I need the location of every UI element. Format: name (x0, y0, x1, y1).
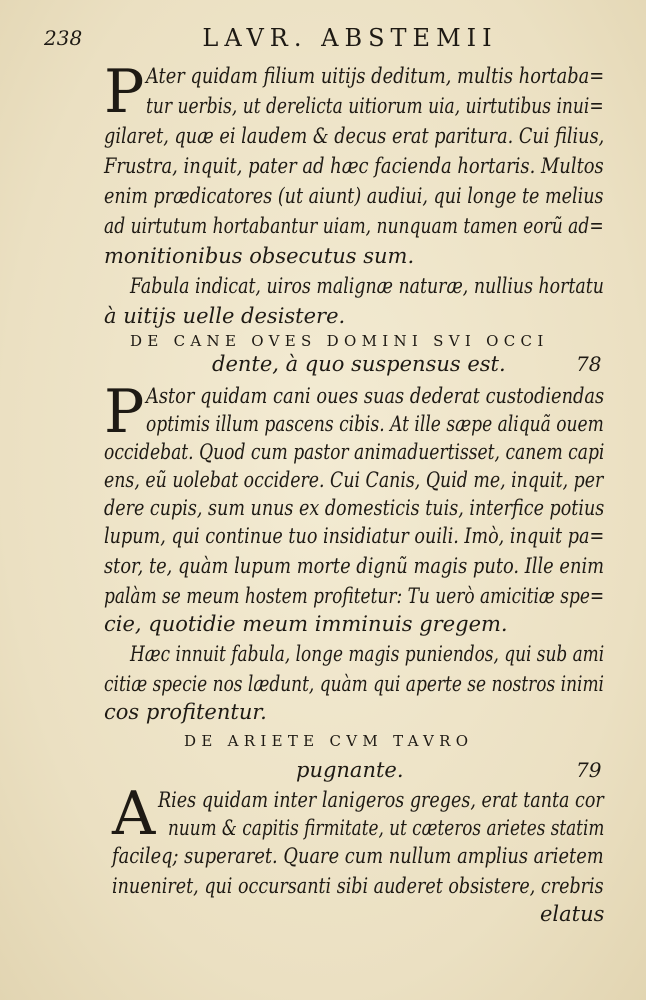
drop-capital: P (104, 57, 145, 127)
moral-line: à uitijs uelle desistere. (104, 304, 346, 328)
fable-title: DE ARIETE CVM TAVRO (184, 732, 474, 750)
running-head: LAVR. ABSTEMII (202, 24, 498, 52)
text-line: tur uerbis, ut derelicta uitiorum uia, uirtutibus inui= (146, 94, 604, 118)
moral-line: cos profitentur. (104, 700, 267, 724)
fable-number: 79 (576, 758, 602, 782)
text-line: Ries quidam inter lanigeros greges, erat tanta cor (158, 788, 604, 812)
text-line: optimis illum pascens cibis. At ille sæpe aliquã ouem (146, 412, 604, 436)
drop-capital: P (104, 377, 145, 447)
text-line: nuum & capitis firmitate, ut cæteros arietes statim (168, 816, 605, 840)
text-line: stor, te, quàm lupum morte dignũ magis puto. Ille enim (104, 554, 605, 578)
text-line: palàm se meum hostem profitetur: Tu uerò amicitiæ spe= (104, 584, 605, 608)
fable-number: 78 (576, 352, 602, 376)
fable-title-continuation: dente, à quo suspensus est. (212, 352, 506, 376)
text-line: Frustra, inquit, pater ad hæc facienda hortaris. Multos (104, 154, 604, 178)
fable-title-continuation: pugnante. (296, 758, 404, 782)
catchword: elatus (540, 902, 605, 926)
text-line: lupum, qui continue tuo insidiatur ouili. Imò, inquit pa= (104, 524, 605, 548)
text-line: enim prædicatores (ut aiunt) audiui, qui longe te melius (104, 184, 604, 208)
text-line: ad uirtutum hortabantur uiam, nunquam tamen eorũ ad= (104, 214, 604, 238)
text-line: gilaret, quæ ei laudem & decus erat paritura. Cui filius, (104, 124, 605, 148)
moral-line: citiæ specie nos lædunt, quàm qui aperte se nostros inimi (104, 672, 604, 696)
text-line: Astor quidam cani oues suas dederat custodiendas (146, 384, 605, 408)
fable-title: DE CANE OVES DOMINI SVI OCCI (130, 332, 549, 350)
moral-line: Hæc innuit fabula, longe magis puniendos, qui sub ami (130, 642, 605, 666)
text-line: dere cupis, sum unus ex domesticis tuis, interfice potius (104, 496, 605, 520)
drop-capital: A (112, 779, 156, 849)
page-header (0, 24, 646, 58)
text-line: monitionibus obsecutus sum. (104, 244, 415, 268)
moral-line: Fabula indicat, uiros malignæ naturæ, nullius hortatu (130, 274, 604, 298)
page-number: 238 (44, 26, 83, 50)
text-line: Ater quidam filium uitijs deditum, multis hortaba= (146, 64, 605, 88)
text-line: ens, eũ uolebat occidere. Cui Canis, Quid me, inquit, per (104, 468, 604, 492)
text-line: facileq; superaret. Quare cum nullum amplius arietem (112, 844, 604, 868)
text-line: inueniret, qui occursanti sibi auderet obsistere, crebris (112, 874, 604, 898)
text-line: cie, quotidie meum imminuis gregem. (104, 612, 508, 636)
text-line: occidebat. Quod cum pastor animaduertisset, canem capi (104, 440, 605, 464)
